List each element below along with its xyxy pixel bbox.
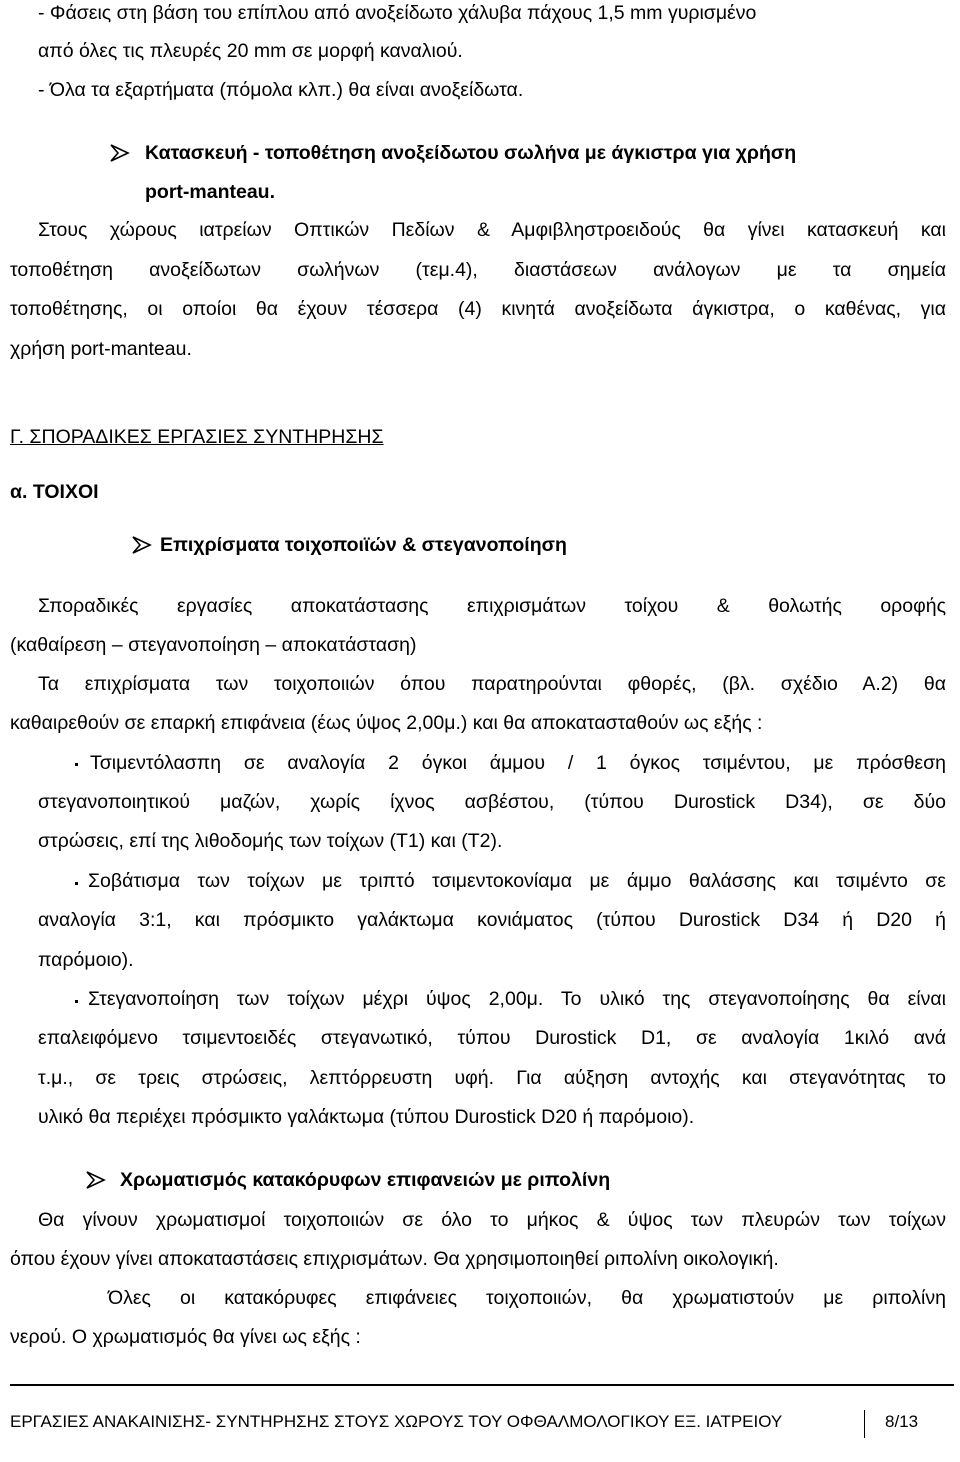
- heading-pipe-installation-cont: port-manteau.: [145, 181, 276, 203]
- footer-divider: [10, 1384, 954, 1386]
- page-number: 8/13: [864, 1410, 918, 1438]
- paragraph-line: Θα γίνουν χρωματισμοί τοιχοποιιών σε όλο το μήκος & ύψος των πλευρών των τοίχων: [38, 1209, 946, 1231]
- list-item-line: αναλογία 3:1, και πρόσμικτο γαλάκτωμα κονιάματος (τύπου Durostick D34 ή D20 ή: [38, 909, 946, 931]
- bullet-dot-icon: [75, 882, 78, 885]
- list-item-line: παρόμοιο).: [38, 949, 134, 971]
- heading-painting: Χρωματισμός κατακόρυφων επιφανειών με ριπολίνη: [120, 1169, 611, 1191]
- arrow-bullet-icon: [108, 141, 132, 165]
- list-item-line: επαλειφόμενο τσιμεντοειδές στεγανωτικό, τύπου Durostick D1, σε αναλογία 1κιλό ανά: [38, 1027, 946, 1049]
- paragraph-line: χρήση port-manteau.: [10, 338, 192, 360]
- arrow-bullet-icon: [130, 533, 154, 557]
- list-item-line: Τσιμεντόλασπη σε αναλογία 2 όγκοι άμμου / 1 όγκος τσιμέντου, με πρόσθεση: [90, 752, 946, 774]
- text-line: - Φάσεις στη βάση του επίπλου από ανοξείδωτο χάλυβα πάχους 1,5 mm γυρισμένο: [38, 2, 757, 24]
- footer-title: ΕΡΓΑΣΙΕΣ ΑΝΑΚΑΙΝΙΣΗΣ- ΣΥΝΤΗΡΗΣΗΣ ΣΤΟΥΣ ΧΩΡΟΥΣ ΤΟΥ ΟΦΘΑΛΜΟΛΟΓΙΚΟΥ ΕΞ. ΙΑΤΡΕΙΟΥ: [10, 1412, 783, 1431]
- paragraph-line: Όλες οι κατακόρυφες επιφάνειες τοιχοποιιών, θα χρωματιστούν με ριπολίνη: [108, 1287, 946, 1309]
- paragraph-line: όπου έχουν γίνει αποκαταστάσεις επιχρισμάτων. Θα χρησιμοποιηθεί ριπολίνη οικολογική.: [10, 1248, 779, 1270]
- arrow-bullet-icon: [84, 1168, 108, 1192]
- paragraph-line: Τα επιχρίσματα των τοιχοποιιών όπου παρατηρούνται φθορές, (βλ. σχέδιο Α.2) θα: [38, 673, 946, 695]
- paragraph-line: νερού. Ο χρωματισμός θα γίνει ως εξής :: [10, 1326, 361, 1348]
- bullet-dot-icon: [75, 1000, 78, 1003]
- list-item-line: Στεγανοποίηση των τοίχων μέχρι ύψος 2,00μ. Το υλικό της στεγανοποίησης θα είναι: [88, 988, 946, 1010]
- paragraph-line: καθαιρεθούν σε επαρκή επιφάνεια (έως ύψος 2,00μ.) και θα αποκατασταθούν ως εξής :: [10, 712, 763, 734]
- text-line: από όλες τις πλευρές 20 mm σε μορφή καναλιού.: [38, 40, 463, 62]
- list-item-line: υλικό θα περιέχει πρόσμικτο γαλάκτωμα (τύπου Durostick D20 ή παρόμοιο).: [38, 1106, 695, 1128]
- list-item-line: στρώσεις, επί της λιθοδομής των τοίχων (Τ1) και (Τ2).: [38, 830, 503, 852]
- paragraph-line: τοποθέτηση ανοξείδωτων σωλήνων (τεμ.4), διαστάσεων ανάλογων με τα σημεία: [10, 259, 946, 281]
- text-line: - Όλα τα εξαρτήματα (πόμολα κλπ.) θα είναι ανοξείδωτα.: [38, 79, 524, 101]
- paragraph-line: Σποραδικές εργασίες αποκατάστασης επιχρισμάτων τοίχου & θολωτής οροφής: [38, 595, 946, 617]
- list-item-line: Σοβάτισμα των τοίχων με τριπτό τσιμεντοκονίαμα με άμμο θαλάσσης και τσιμέντο σε: [88, 870, 946, 892]
- subsection-heading: α. ΤΟΙΧΟΙ: [10, 481, 99, 503]
- paragraph-line: Στους χώρους ιατρείων Οπτικών Πεδίων & Αμφιβληστροειδούς θα γίνει κατασκευή και: [38, 219, 946, 241]
- paragraph-line: τοποθέτησης, οι οποίοι θα έχουν τέσσερα (4) κινητά ανοξείδωτα άγκιστρα, ο καθένας, για: [10, 298, 946, 320]
- bullet-dot-icon: [75, 763, 78, 766]
- list-item-line: τ.μ., σε τρεις στρώσεις, λεπτόρρευστη υφή. Για αύξηση αντοχής και στεγανότητας το: [38, 1067, 946, 1089]
- paragraph-line: (καθαίρεση – στεγανοποίηση – αποκατάσταση): [10, 634, 417, 656]
- heading-plastering: Επιχρίσματα τοιχοποιϊών & στεγανοποίηση: [160, 534, 567, 556]
- section-heading: Γ. ΣΠΟΡΑΔΙΚΕΣ ΕΡΓΑΣΙΕΣ ΣΥΝΤΗΡΗΣΗΣ: [10, 426, 384, 448]
- heading-pipe-installation: Κατασκευή - τοποθέτηση ανοξείδωτου σωλήνα με άγκιστρα για χρήση: [145, 142, 797, 164]
- list-item-line: στεγανοποιητικού μαζών, χωρίς ίχνος ασβέστου, (τύπου Durostick D34), σε δύο: [38, 791, 946, 813]
